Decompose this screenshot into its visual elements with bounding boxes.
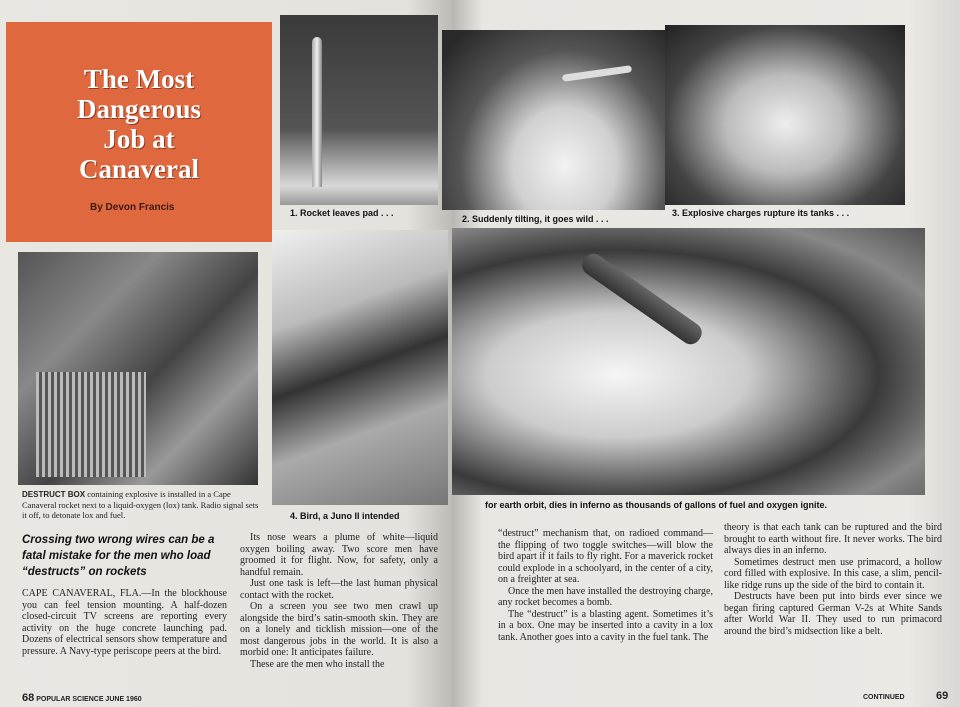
photo-juno-inferno (452, 228, 925, 495)
title-line: Job at (103, 124, 175, 154)
paragraph: CAPE CANAVERAL, FLA.—In the blockhouse you can feel tension mounting. A half-dozen closed-circuit TV screens are reporting every activity on the huge concrete launching pad. Dozens of electrical sensors show temperature and pressure. A Navy-type periscope peers at the bird. (22, 588, 227, 657)
photo-rocket-leaves-pad (280, 15, 438, 205)
column-1 (22, 588, 227, 657)
caption-3: 3. Explosive charges rupture its tanks . . . (672, 208, 850, 218)
photo-destruct-box (18, 252, 258, 485)
paragraph: Sometimes destruct men use primacord, a hollow cord filled with explosive. In this case, a slim, pencil-like ridge runs up the side of the bird to contain it. (724, 556, 942, 591)
caption-1: 1. Rocket leaves pad . . . (290, 208, 394, 218)
photo-rocket-tilting (442, 30, 665, 210)
continued-label: CONTINUED (863, 694, 905, 701)
article-title (6, 64, 272, 184)
photo-juno-left (272, 230, 448, 505)
paragraph: Just one task is left—the last human physical contact with the rocket. (240, 578, 438, 601)
page-number: 68 (22, 692, 35, 704)
caption-4a: 4. Bird, a Juno II intended (290, 511, 400, 521)
column-3 (498, 528, 713, 643)
caption-4b: for earth orbit, dies in inferno as thousands of gallons of fuel and oxygen ignite. (485, 500, 828, 510)
paragraph: The “destruct” is a blasting agent. Sometimes it’s in a box. One may be inserted into a cavity in a lox tank. Another goes into a cavity in the fuel tank. The (498, 608, 713, 643)
footer-left (22, 692, 142, 704)
paragraph: These are the men who install the (250, 658, 385, 670)
paragraph: theory is that each tank can be ruptured and the bird brought to earth without fire. It never works. The bird always dies in an inferno. (724, 522, 942, 556)
column-2 (240, 532, 438, 670)
caption-lead: DESTRUCT BOX (22, 490, 86, 499)
paragraph: Once the men have installed the destroying charge, any rocket becomes a bomb. (498, 585, 713, 608)
destruct-box-caption (22, 489, 262, 520)
title-line: Dangerous (76, 94, 202, 124)
paragraph: Its nose wears a plume of white—liquid oxygen boiling away. Two score men have groomed it for flight. Now, for safety, only a handful remain. (240, 532, 438, 578)
photo-tanks-rupture (665, 25, 905, 205)
paragraph: “destruct” mechanism that, on radioed command—the flipping of two toggle switches—will blow the bird apart if it fails to fly right. For a maverick rocket could explode in a schoolyard, in the center of a city, on a freighter at sea. (498, 528, 713, 585)
byline: By Devon Francis (90, 202, 175, 213)
paragraph: On a screen you see two men crawl up alongside the bird’s satin-smooth skin. They are on a lonely and ticklish mission—one of the most dangerous jobs in the world. It is also a morbid one: It anticipates failure. (240, 601, 438, 658)
paragraph: Destructs have been put into birds ever since we began firing captured German V-2s at White Sands after World War II. They used to run primacord around the bird’s midsection like a belt. (724, 591, 942, 637)
column-4 (724, 522, 942, 637)
caption-text: containing explosive is installed in a Cape Canaveral rocket next to a liquid-oxygen (lox) tank. Radio signal sets it off, to detonate lox and fuel. (22, 489, 259, 520)
title-line: Canaveral (79, 154, 199, 184)
deck: Crossing two wrong wires can be a fatal mistake for the men who load “destructs” on rockets (22, 534, 215, 578)
title-box (6, 22, 272, 242)
caption-2: 2. Suddenly tilting, it goes wild . . . (462, 214, 609, 224)
title-line: The Most (83, 64, 195, 94)
magazine-issue: POPULAR SCIENCE JUNE 1960 (36, 696, 142, 703)
page-number: 69 (936, 690, 949, 702)
